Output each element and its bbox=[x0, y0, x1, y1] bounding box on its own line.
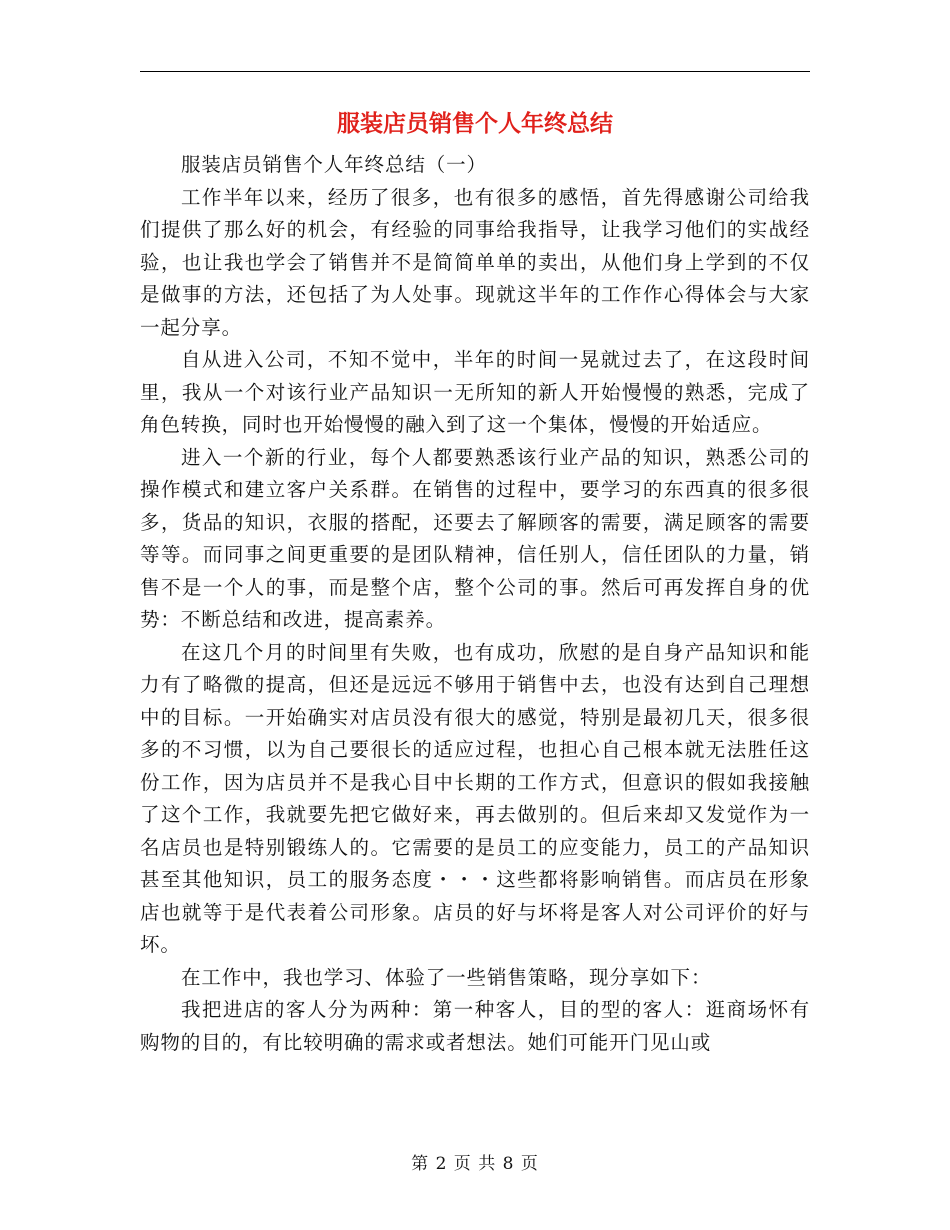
document-title: 服装店员销售个人年终总结 bbox=[337, 110, 613, 137]
header-rule bbox=[140, 71, 810, 72]
section-heading: 服装店员销售个人年终总结（一） bbox=[180, 153, 487, 176]
paragraph: 我把进店的客人分为两种：第一种客人，目的型的客人：逛商场怀有购物的目的，有比较明确的需求或者想法。她们可能开门见山或 bbox=[140, 998, 810, 1054]
paragraph: 在工作中，我也学习、体验了一些销售策略，现分享如下： bbox=[180, 965, 712, 989]
paragraph: 进入一个新的行业，每个人都要熟悉该行业产品的知识，熟悉公司的操作模式和建立客户关系群。在销售的过程中，要学习的东西真的很多很多，货品的知识，衣服的搭配，还要去了解顾客的需要，满足顾客的需要等等。而同事之间更重要的是团队精神，信任别人，信任团队的力量，销售不是一个人的事，而是整个店，整个公司的事。然后可再发挥自身的优势：不断总结和改进，提高素养。 bbox=[140, 445, 810, 631]
paragraph: 工作半年以来，经历了很多，也有很多的感悟，首先得感谢公司给我们提供了那么好的机会，有经验的同事给我指导，让我学习他们的实战经验，也让我也学会了销售并不是简简单单的卖出，从他们身上学到的不仅是做事的方法，还包括了为人处事。现就这半年的工作作心得体会与大家一起分享。 bbox=[140, 185, 810, 339]
paragraph: 自从进入公司，不知不觉中，半年的时间一晃就过去了，在这段时间里，我从一个对该行业产品知识一无所知的新人开始慢慢的熟悉，完成了角色转换，同时也开始慢慢的融入到了这一个集体，慢慢的开始适应。 bbox=[140, 348, 810, 436]
page-number-footer: 第 2 页 共 8 页 bbox=[411, 1154, 539, 1174]
paragraph: 在这几个月的时间里有失败，也有成功，欣慰的是自身产品知识和能力有了略微的提高，但还是远远不够用于销售中去，也没有达到自己理想中的目标。一开始确实对店员没有很大的感觉，特别是最初几天，很多很多的不习惯，以为自己要很长的适应过程，也担心自己根本就无法胜任这份工作，因为店员并不是我心目中长期的工作方式，但意识的假如我接触了这个工作，我就要先把它做好来，再去做别的。但后来却又发觉作为一名店员也是特别锻练人的。它需要的是员工的应变能力，员工的产品知识甚至其他知识，员工的服务态度・・・这些都将影响销售。而店员在形象店也就等于是代表着公司形象。店员的好与坏将是客人对公司评价的好与坏。 bbox=[140, 640, 810, 956]
document-body bbox=[140, 149, 810, 1059]
